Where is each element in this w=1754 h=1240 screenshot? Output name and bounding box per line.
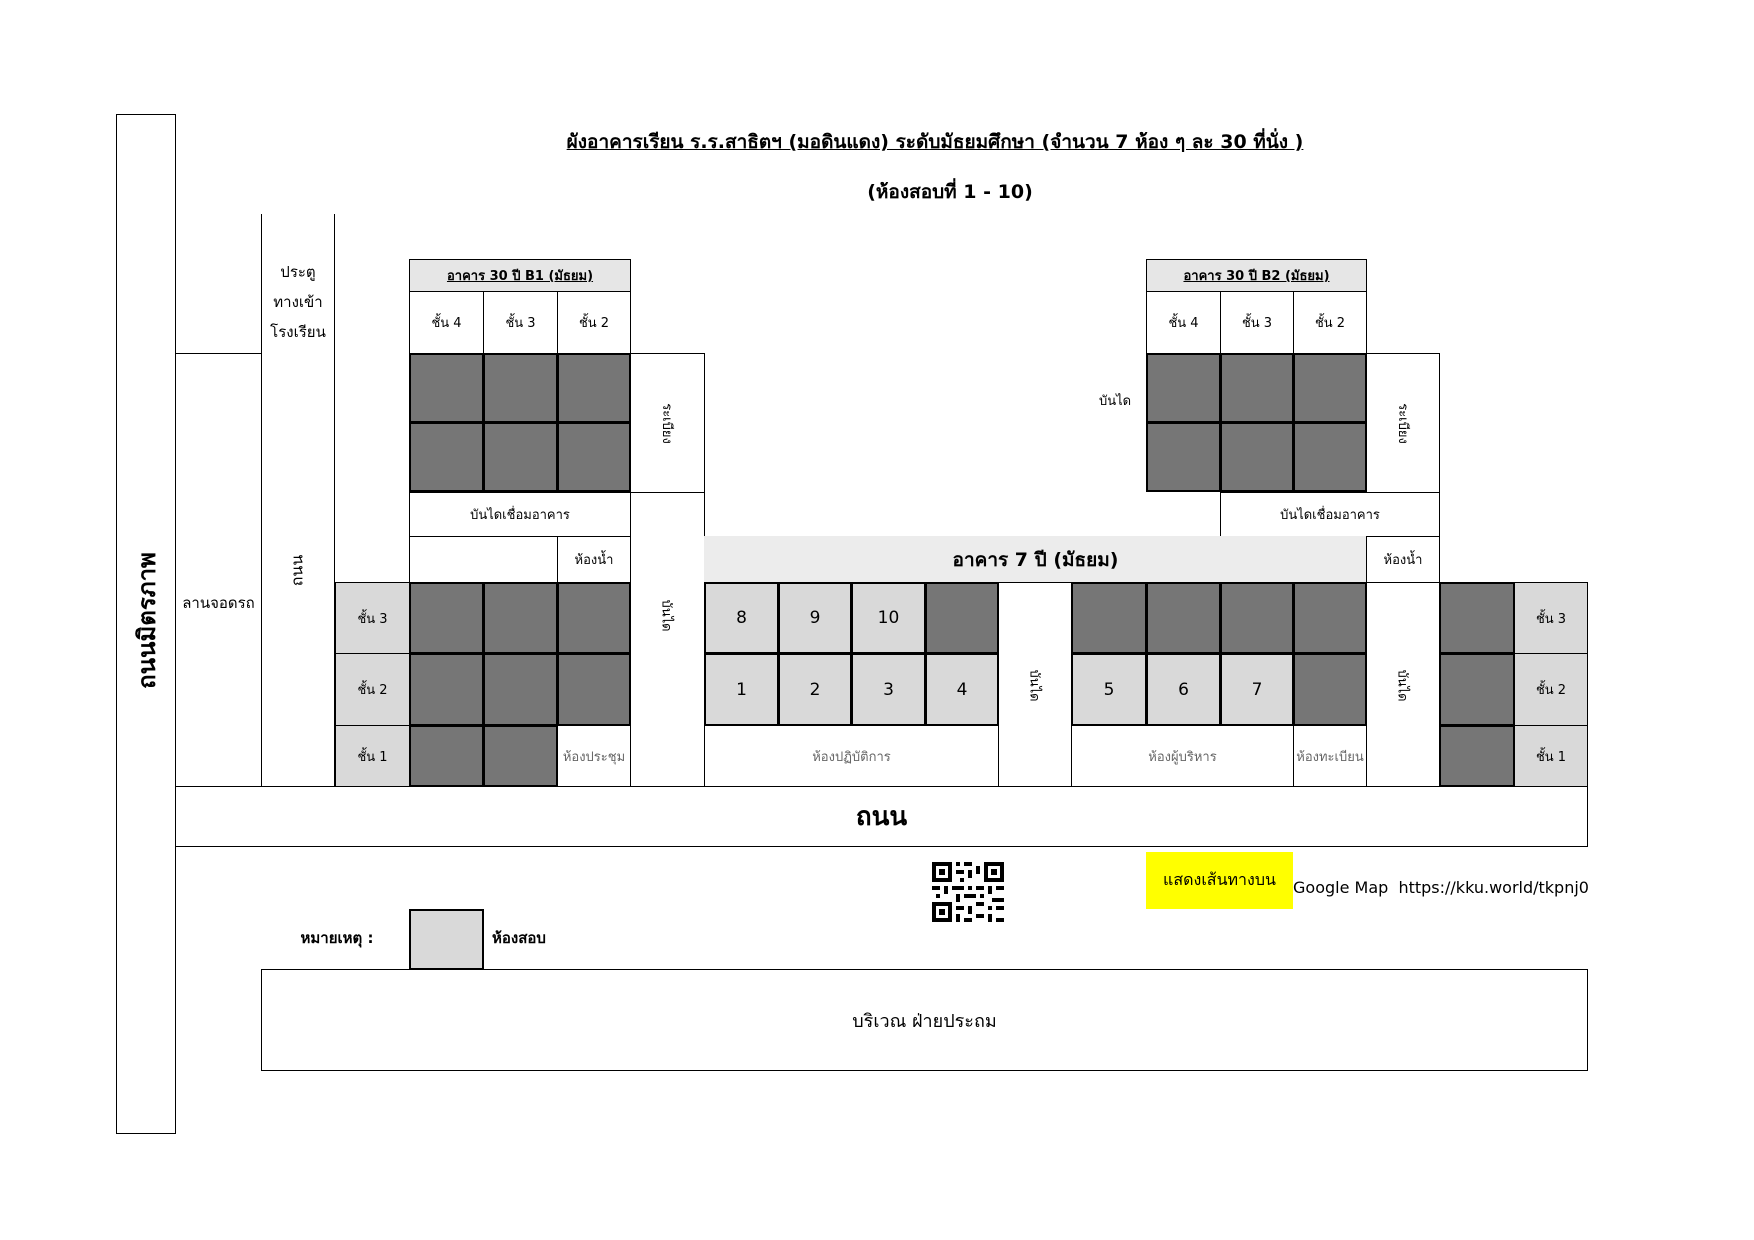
b1-corridor: ระเบียง xyxy=(630,353,705,493)
b2-floor-4: ชั้น 4 xyxy=(1146,291,1221,354)
b2-floor-3: ชั้น 3 xyxy=(1220,291,1294,354)
stairs-right-label: บันได xyxy=(1394,668,1410,702)
stairs-left-label: บันได xyxy=(659,598,674,632)
bottom-road: ถนน xyxy=(175,786,1588,847)
school-road-label: ถนน xyxy=(287,554,307,586)
gate-line-1: ประตู xyxy=(280,263,316,281)
exam-room-2: 2 xyxy=(778,653,852,726)
b2-room xyxy=(1146,353,1221,423)
right-room xyxy=(1220,582,1294,654)
gate-line-3: โรงเรียน xyxy=(270,323,326,341)
left-wing-room xyxy=(483,653,558,726)
left-wing-room xyxy=(409,725,484,787)
right-room xyxy=(1146,582,1221,654)
exam-room-3: 3 xyxy=(851,653,926,726)
exam-room-4: 4 xyxy=(925,653,999,726)
exam-room-6: 6 xyxy=(1146,653,1221,726)
exam-room-10: 10 xyxy=(851,582,926,654)
left-wing-room xyxy=(409,582,484,654)
floor-label-left-2: ชั้น 2 xyxy=(335,653,410,726)
far-right-room xyxy=(1439,725,1515,787)
middle-room xyxy=(925,582,999,654)
exam-room-5: 5 xyxy=(1071,653,1147,726)
b1-room xyxy=(557,422,631,492)
b1-connector-stairs: บันไดเชื่อมอาคาร xyxy=(409,492,631,537)
b1-room xyxy=(557,353,631,423)
right-room xyxy=(1071,582,1147,654)
far-right-room xyxy=(1439,653,1515,726)
legend-item: ห้องสอบ xyxy=(492,929,546,947)
b2-stairs: บันได xyxy=(1098,393,1132,409)
main-road-label: ถนนมิตรภาพ xyxy=(132,551,161,689)
restroom-left: ห้องน้ำ xyxy=(557,536,631,583)
left-wing-room xyxy=(409,653,484,726)
exam-room-7: 7 xyxy=(1220,653,1294,726)
meeting-room: ห้องประชุม xyxy=(557,725,631,787)
left-wing-room xyxy=(483,725,558,787)
b2-connector-stairs: บันไดเชื่อมอาคาร xyxy=(1220,492,1440,537)
page-subtitle: (ห้องสอบที่ 1 - 10) xyxy=(867,181,1033,203)
b2-floor-2: ชั้น 2 xyxy=(1293,291,1367,354)
exam-room-8: 8 xyxy=(704,582,779,654)
b1-room xyxy=(483,353,558,423)
b1-floor-4: ชั้น 4 xyxy=(409,291,484,354)
b2-room xyxy=(1146,422,1221,492)
far-right-room xyxy=(1439,582,1515,654)
b1-floor-3: ชั้น 3 xyxy=(483,291,558,354)
restroom-right: ห้องน้ำ xyxy=(1366,536,1440,583)
parking-label: ลานจอดรถ xyxy=(182,594,255,612)
b2-corridor: ระเบียง xyxy=(1366,353,1440,493)
b2-room xyxy=(1220,353,1294,423)
floor-label-right-2: ชั้น 2 xyxy=(1514,653,1588,726)
left-wing-room xyxy=(557,653,631,726)
lab-room: ห้องปฏิบัติการ xyxy=(704,725,999,787)
map-link-highlight[interactable]: แสดงเส้นทางบน xyxy=(1146,852,1293,909)
b1-room xyxy=(483,422,558,492)
stairs-center-label: บันได xyxy=(1026,668,1042,702)
b1-title: อาคาร 30 ปี B1 (มัธยม) xyxy=(409,259,631,292)
floor-label-left-3: ชั้น 3 xyxy=(335,582,410,654)
legend-label: หมายเหตุ : xyxy=(300,929,374,947)
map-link-text[interactable]: Google Map https://kku.world/tkpnj0 xyxy=(1293,878,1589,897)
registrar-room: ห้องทะเบียน xyxy=(1293,725,1367,787)
left-wing-room xyxy=(483,582,558,654)
stair-column-left xyxy=(630,492,705,787)
parking-area xyxy=(175,353,262,787)
b1-room xyxy=(409,422,484,492)
floor-label-left-1: ชั้น 1 xyxy=(335,725,410,787)
admin-room: ห้องผู้บริหาร xyxy=(1071,725,1294,787)
b2-room xyxy=(1220,422,1294,492)
right-room xyxy=(1293,653,1367,726)
building-7-title: อาคาร 7 ปี (มัธยม) xyxy=(704,536,1367,583)
legend-swatch xyxy=(409,909,484,970)
b2-room xyxy=(1293,353,1367,423)
b2-title: อาคาร 30 ปี B2 (มัธยม) xyxy=(1146,259,1367,292)
floor-label-right-3: ชั้น 3 xyxy=(1514,582,1588,654)
right-room xyxy=(1293,582,1367,654)
exam-room-1: 1 xyxy=(704,653,779,726)
qr-code-icon[interactable] xyxy=(930,860,1006,924)
b2-room xyxy=(1293,422,1367,492)
floor-label-right-1: ชั้น 1 xyxy=(1514,725,1588,787)
gate-line-2: ทางเข้า xyxy=(273,293,323,311)
page-title: ผังอาคารเรียน ร.ร.สาธิตฯ (มอดินแดง) ระดับมัธยมศึกษา (จำนวน 7 ห้อง ๆ ละ 30 ที่นั่ง ) xyxy=(566,131,1304,153)
primary-section-area: บริเวณ ฝ่ายประถม xyxy=(261,969,1588,1071)
left-wing-room xyxy=(557,582,631,654)
b1-floor-2: ชั้น 2 xyxy=(557,291,631,354)
b1-room xyxy=(409,353,484,423)
exam-room-9: 9 xyxy=(778,582,852,654)
